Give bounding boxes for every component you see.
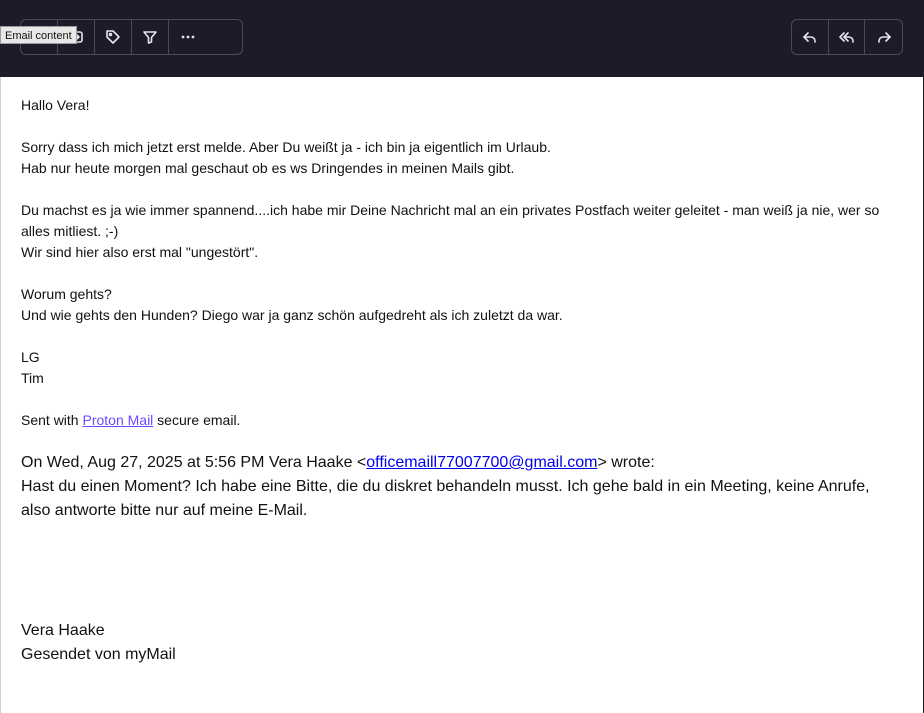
- filter-button[interactable]: [132, 20, 169, 54]
- label-button[interactable]: [95, 20, 132, 54]
- forward-button[interactable]: [865, 20, 902, 54]
- quote-intro-prefix: On Wed, Aug 27, 2025 at 5:56 PM Vera Haake <: [21, 454, 367, 471]
- filter-icon: [142, 29, 158, 45]
- tag-icon: [105, 29, 121, 45]
- reply-all-button[interactable]: [829, 20, 866, 54]
- more-icon: [180, 29, 196, 45]
- reply-body: [21, 95, 891, 431]
- sender-name: Tim: [21, 370, 44, 386]
- sent-prefix: Sent with: [21, 412, 83, 428]
- greeting: Hallo Vera!: [21, 97, 90, 113]
- reply-line: Hab nur heute morgen mal geschaut ob es ws Dringendes in meinen Mails gibt.: [21, 160, 515, 176]
- toolbar-actions-right: [791, 19, 903, 55]
- quoted-message: [21, 451, 891, 523]
- reply-line: Sorry dass ich mich jetzt erst melde. Aber Du weißt ja - ich bin ja eigentlich im Urlaub.: [21, 139, 551, 155]
- quoted-body: Hast du einen Moment? Ich habe eine Bitte, die du diskret behandeln musst. Ich gehe bald in ein Meeting, keine Anrufe, also antworte bitte nur auf meine E-Mail.: [21, 478, 870, 519]
- tooltip: Email content: [0, 26, 77, 44]
- message-toolbar: [0, 0, 924, 77]
- proton-mail-link[interactable]: Proton Mail: [82, 412, 154, 428]
- email-content: [0, 77, 923, 713]
- quote-intro: [21, 451, 891, 475]
- quoted-signature: [21, 619, 176, 667]
- more-button[interactable]: [169, 20, 206, 54]
- sent-with-line: [21, 410, 891, 431]
- sent-suffix: secure email.: [153, 412, 241, 428]
- reply-line: Du machst es ja wie immer spannend....ich habe mir Deine Nachricht mal an ein privates Postfach weiter geleitet - man weiß ja nie, wer so alles mitliest. ;-): [21, 202, 880, 239]
- reply-line: Worum gehts?: [21, 286, 112, 302]
- reply-line: Wir sind hier also erst mal "ungestört".: [21, 244, 259, 260]
- reply-icon: [802, 29, 818, 45]
- sender-email-link[interactable]: officemaill77007700@gmail.com: [366, 454, 598, 471]
- reply-button[interactable]: [792, 20, 829, 54]
- quote-intro-suffix: > wrote:: [597, 454, 655, 471]
- signature-line: Gesendet von myMail: [21, 646, 176, 663]
- signature-name: Vera Haake: [21, 622, 105, 639]
- forward-icon: [876, 29, 892, 45]
- closing: LG: [21, 349, 40, 365]
- reply-line: Und wie gehts den Hunden? Diego war ja ganz schön aufgedreht als ich zuletzt da war.: [21, 307, 563, 323]
- reply-all-icon: [839, 29, 855, 45]
